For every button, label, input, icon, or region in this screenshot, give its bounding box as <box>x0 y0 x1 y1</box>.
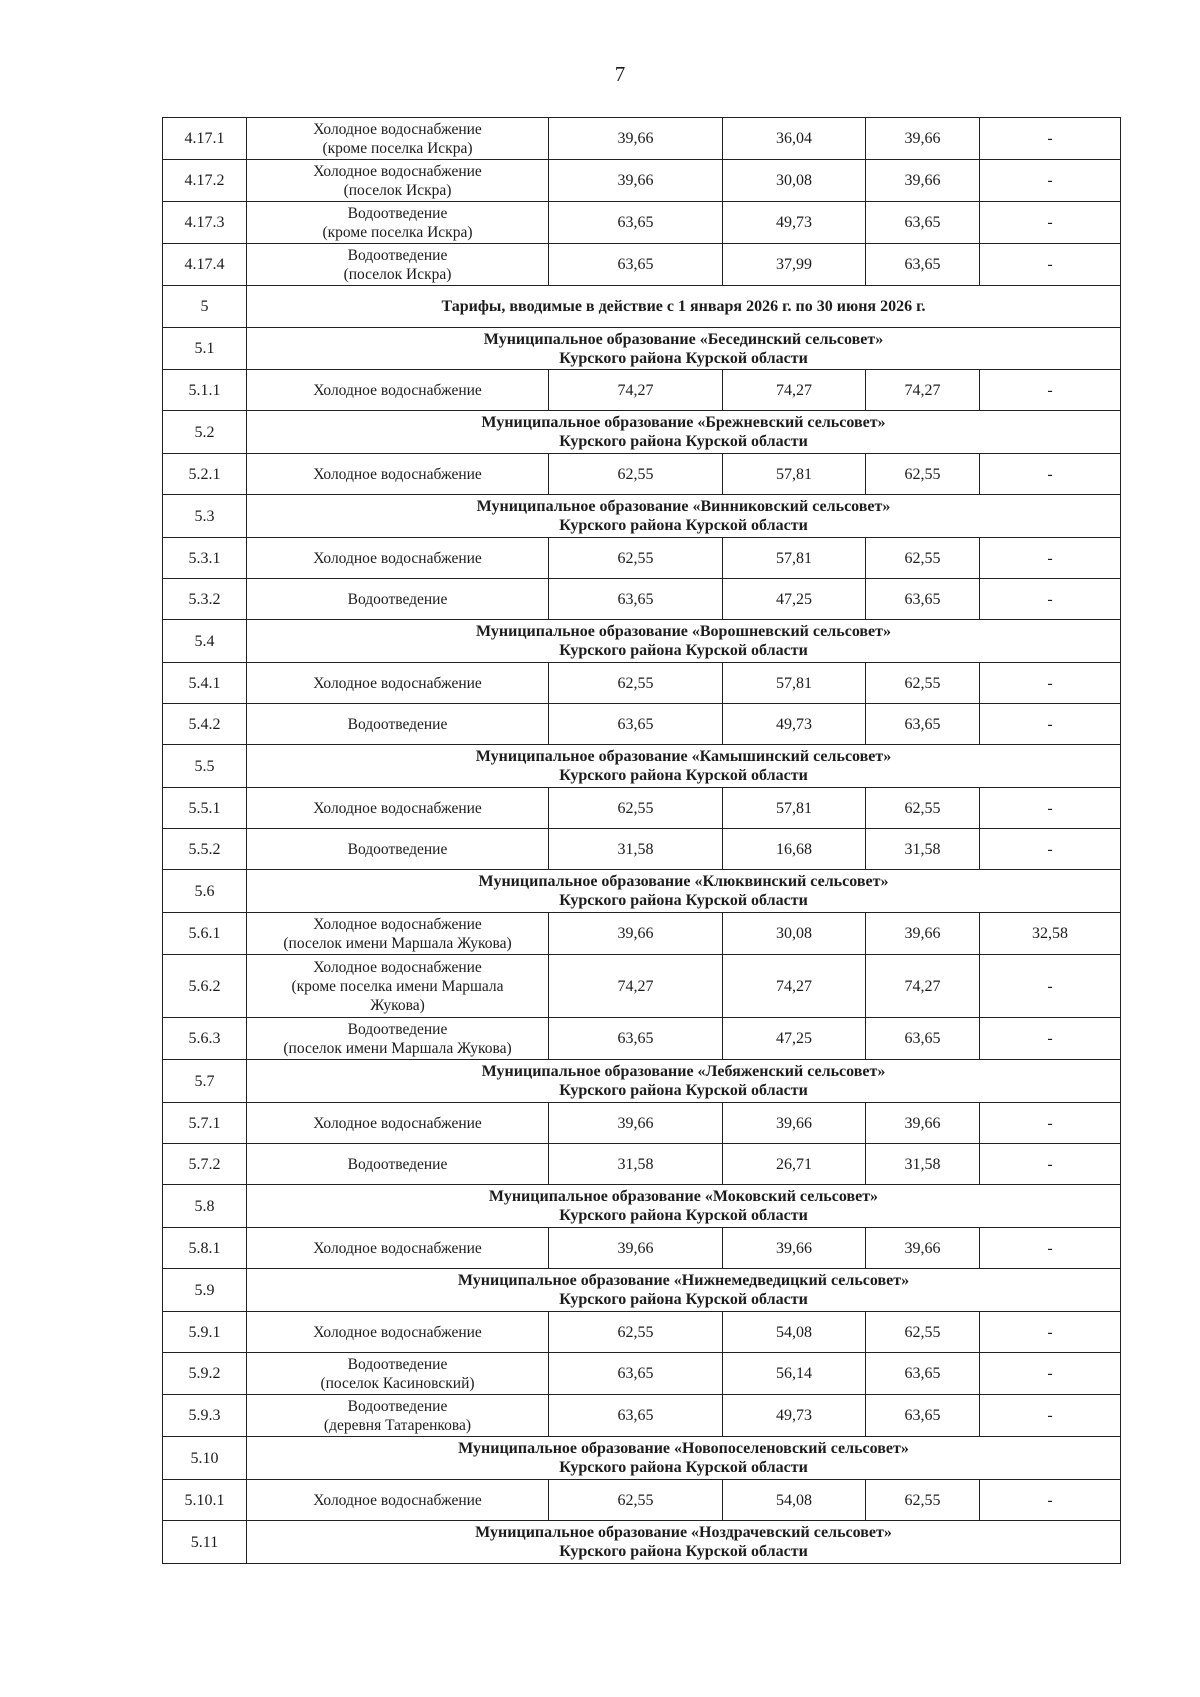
section-heading-line: Курского района Курской области <box>559 1207 808 1224</box>
row-number: 5.7 <box>163 1060 247 1103</box>
tariff-row <box>163 538 1121 579</box>
service-name-line: (деревня Татаренкова) <box>323 1416 472 1434</box>
section-heading-line: Муниципальное образование «Клюквинский сельсовет» <box>478 873 889 890</box>
service-name <box>247 704 549 745</box>
tariff-value-4: 32,58 <box>980 913 1121 955</box>
tariff-value-3: 39,66 <box>866 1103 980 1144</box>
tariff-value-4: - <box>980 538 1121 579</box>
tariff-value-3: 39,66 <box>866 1228 980 1269</box>
tariff-value-1: 63,65 <box>549 1018 723 1060</box>
tariff-value-1: 63,65 <box>549 704 723 745</box>
tariff-value-4: - <box>980 1018 1121 1060</box>
service-name <box>247 454 549 495</box>
tariff-value-2: 49,73 <box>723 202 866 244</box>
tariff-value-2: 47,25 <box>723 579 866 620</box>
tariff-value-4: - <box>980 454 1121 495</box>
tariff-value-4: - <box>980 704 1121 745</box>
row-number: 4.17.1 <box>163 118 247 160</box>
tariff-row <box>163 1103 1121 1144</box>
row-number: 5.10 <box>163 1437 247 1480</box>
tariff-value-1: 39,66 <box>549 118 723 160</box>
tariff-value-4: - <box>980 370 1121 411</box>
tariff-value-3: 63,65 <box>866 579 980 620</box>
tariff-value-1: 63,65 <box>549 1395 723 1437</box>
section-heading-line: Муниципальное образование «Камышинский сельсовет» <box>475 748 892 765</box>
row-number: 5.10.1 <box>163 1480 247 1521</box>
tariff-row <box>163 1353 1121 1395</box>
service-name-line: (поселок имени Маршала Жукова) <box>283 1039 512 1057</box>
service-name-line: (поселок Искра) <box>343 265 452 283</box>
tariff-value-1: 63,65 <box>549 244 723 286</box>
service-name-line: Водоотведение <box>347 590 448 608</box>
tariff-value-3: 62,55 <box>866 454 980 495</box>
section-heading-row <box>163 495 1121 538</box>
tariff-row <box>163 1480 1121 1521</box>
service-name-line: Холодное водоснабжение <box>313 465 482 483</box>
section-heading-line: Муниципальное образование «Моковский сельсовет» <box>488 1188 879 1205</box>
service-name-line: Холодное водоснабжение <box>313 958 482 976</box>
service-name-line: Водоотведение <box>347 204 448 222</box>
tariff-value-1: 62,55 <box>549 538 723 579</box>
row-number: 5.6.1 <box>163 913 247 955</box>
service-name <box>247 955 549 1018</box>
section-heading <box>247 1521 1121 1564</box>
tariff-table-body <box>163 118 1121 1564</box>
tariff-value-4: - <box>980 1144 1121 1185</box>
row-number: 5.2.1 <box>163 454 247 495</box>
service-name-line: Холодное водоснабжение <box>313 915 482 933</box>
tariff-value-4: - <box>980 202 1121 244</box>
service-name <box>247 1353 549 1395</box>
tariff-row <box>163 788 1121 829</box>
service-name-line: Холодное водоснабжение <box>313 1114 482 1132</box>
section-heading-line: Курского района Курской области <box>559 1459 808 1476</box>
service-name <box>247 118 549 160</box>
service-name <box>247 1103 549 1144</box>
tariff-row <box>163 244 1121 286</box>
tariff-row <box>163 1018 1121 1060</box>
service-name <box>247 1395 549 1437</box>
service-name-line: Жукова) <box>370 996 425 1014</box>
tariff-value-1: 63,65 <box>549 579 723 620</box>
section-heading-line: Муниципальное образование «Новопоселеновский сельсовет» <box>458 1440 909 1457</box>
service-name-line: Холодное водоснабжение <box>313 1239 482 1257</box>
service-name-line: Холодное водоснабжение <box>313 1323 482 1341</box>
section-heading-line: Курского района Курской области <box>559 767 808 784</box>
row-number: 5.1 <box>163 328 247 370</box>
section-heading-row <box>163 328 1121 370</box>
service-name-line: (кроме поселка Искра) <box>322 223 473 241</box>
tariff-value-2: 30,08 <box>723 160 866 202</box>
tariff-table <box>162 117 1121 1564</box>
row-number: 5.5.2 <box>163 829 247 870</box>
tariff-row <box>163 663 1121 704</box>
service-name-line: Холодное водоснабжение <box>313 674 482 692</box>
section-heading-line: Муниципальное образование «Лебяженский сельсовет» <box>481 1063 886 1080</box>
service-name-line: Холодное водоснабжение <box>313 381 482 399</box>
tariff-value-2: 74,27 <box>723 370 866 411</box>
tariff-value-4: - <box>980 663 1121 704</box>
service-name <box>247 788 549 829</box>
tariff-value-1: 39,66 <box>549 160 723 202</box>
section-heading-line: Муниципальное образование «Брежневский сельсовет» <box>481 414 886 431</box>
tariff-value-2: 47,25 <box>723 1018 866 1060</box>
section-heading <box>247 328 1121 370</box>
tariff-row <box>163 1312 1121 1353</box>
section-heading-line: Муниципальное образование «Ворошневский сельсовет» <box>475 623 892 640</box>
service-name-line: Холодное водоснабжение <box>313 162 482 180</box>
row-number: 4.17.2 <box>163 160 247 202</box>
section-heading-row <box>163 1437 1121 1480</box>
tariff-value-2: 49,73 <box>723 1395 866 1437</box>
tariff-value-2: 16,68 <box>723 829 866 870</box>
tariff-value-4: - <box>980 1312 1121 1353</box>
service-name <box>247 829 549 870</box>
service-name <box>247 160 549 202</box>
tariff-value-2: 74,27 <box>723 955 866 1018</box>
service-name <box>247 244 549 286</box>
service-name-line: Холодное водоснабжение <box>313 120 482 138</box>
section-heading <box>247 1060 1121 1103</box>
row-number: 5.6.3 <box>163 1018 247 1060</box>
tariff-value-1: 39,66 <box>549 1228 723 1269</box>
tariff-value-2: 30,08 <box>723 913 866 955</box>
section-heading <box>247 1269 1121 1312</box>
service-name <box>247 538 549 579</box>
tariff-value-4: - <box>980 160 1121 202</box>
tariff-value-2: 56,14 <box>723 1353 866 1395</box>
tariff-value-1: 39,66 <box>549 913 723 955</box>
section-heading-row <box>163 620 1121 663</box>
service-name-line: (поселок Искра) <box>343 181 452 199</box>
row-number: 5.9.3 <box>163 1395 247 1437</box>
tariff-value-3: 63,65 <box>866 1353 980 1395</box>
tariff-value-4: - <box>980 118 1121 160</box>
tariff-value-4: - <box>980 829 1121 870</box>
tariff-value-1: 31,58 <box>549 1144 723 1185</box>
page-number: 7 <box>614 62 626 86</box>
row-number: 5.3 <box>163 495 247 538</box>
section-heading <box>247 620 1121 663</box>
section-heading-row <box>163 1521 1121 1564</box>
row-number: 5.4.2 <box>163 704 247 745</box>
tariff-value-3: 62,55 <box>866 538 980 579</box>
tariff-value-3: 63,65 <box>866 202 980 244</box>
tariff-row <box>163 118 1121 160</box>
tariff-value-3: 39,66 <box>866 118 980 160</box>
row-number: 5.5 <box>163 745 247 788</box>
section-heading <box>247 495 1121 538</box>
tariff-value-3: 63,65 <box>866 1395 980 1437</box>
tariff-value-3: 62,55 <box>866 1480 980 1521</box>
tariff-row <box>163 913 1121 955</box>
row-number: 5.8.1 <box>163 1228 247 1269</box>
section-heading-line: Курского района Курской области <box>559 433 808 450</box>
service-name <box>247 663 549 704</box>
section-heading <box>247 1437 1121 1480</box>
service-name-line: (кроме поселка имени Маршала <box>291 977 504 995</box>
tariff-value-3: 62,55 <box>866 788 980 829</box>
section-heading <box>247 745 1121 788</box>
tariff-value-3: 74,27 <box>866 955 980 1018</box>
section-heading-line: Курского района Курской области <box>559 1543 808 1560</box>
tariff-value-1: 63,65 <box>549 1353 723 1395</box>
section-heading-row <box>163 286 1121 328</box>
tariff-value-1: 62,55 <box>549 788 723 829</box>
tariff-value-1: 74,27 <box>549 955 723 1018</box>
section-heading-line: Курского района Курской области <box>559 349 808 367</box>
row-number: 5.5.1 <box>163 788 247 829</box>
section-heading-line: Муниципальное образование «Бесединский сельсовет» <box>483 330 884 348</box>
tariff-value-4: - <box>980 1353 1121 1395</box>
service-name-line: Водоотведение <box>347 840 448 858</box>
tariff-row <box>163 704 1121 745</box>
tariff-value-4: - <box>980 579 1121 620</box>
service-name-line: Холодное водоснабжение <box>313 799 482 817</box>
section-heading-line: Курского района Курской области <box>559 892 808 909</box>
tariff-row <box>163 579 1121 620</box>
section-heading <box>247 870 1121 913</box>
section-heading-row <box>163 1185 1121 1228</box>
row-number: 5.6 <box>163 870 247 913</box>
service-name-line: Водоотведение <box>347 715 448 733</box>
section-heading <box>247 1185 1121 1228</box>
tariff-value-3: 31,58 <box>866 829 980 870</box>
tariff-value-2: 57,81 <box>723 663 866 704</box>
section-heading-line: Курского района Курской области <box>559 1291 808 1308</box>
tariff-value-2: 57,81 <box>723 454 866 495</box>
row-number: 4.17.3 <box>163 202 247 244</box>
service-name-line: (кроме поселка Искра) <box>322 139 473 157</box>
section-heading-row <box>163 411 1121 454</box>
service-name <box>247 1312 549 1353</box>
service-name <box>247 202 549 244</box>
section-heading-line: Курского района Курской области <box>559 517 808 534</box>
service-name-line: Холодное водоснабжение <box>313 1491 482 1509</box>
section-heading <box>247 286 1121 328</box>
tariff-value-2: 49,73 <box>723 704 866 745</box>
tariff-value-4: - <box>980 1103 1121 1144</box>
section-heading-row <box>163 1060 1121 1103</box>
tariff-row <box>163 829 1121 870</box>
section-heading-row <box>163 870 1121 913</box>
section-heading-line: Муниципальное образование «Винниковский сельсовет» <box>476 498 891 515</box>
tariff-value-1: 39,66 <box>549 1103 723 1144</box>
row-number: 5.8 <box>163 1185 247 1228</box>
tariff-value-2: 54,08 <box>723 1312 866 1353</box>
tariff-value-3: 63,65 <box>866 1018 980 1060</box>
tariff-value-1: 63,65 <box>549 202 723 244</box>
service-name <box>247 579 549 620</box>
row-number: 5.6.2 <box>163 955 247 1018</box>
section-heading-line: Курского района Курской области <box>559 642 808 659</box>
row-number: 5.9.1 <box>163 1312 247 1353</box>
section-heading-line: Муниципальное образование «Нижнемедведицкий сельсовет» <box>457 1272 910 1289</box>
service-name <box>247 1228 549 1269</box>
section-heading-line: Курского района Курской области <box>559 1082 808 1099</box>
tariff-value-3: 74,27 <box>866 370 980 411</box>
tariff-value-1: 62,55 <box>549 663 723 704</box>
tariff-value-1: 31,58 <box>549 829 723 870</box>
row-number: 5.7.2 <box>163 1144 247 1185</box>
row-number: 5.2 <box>163 411 247 454</box>
tariff-value-2: 36,04 <box>723 118 866 160</box>
service-name-line: Водоотведение <box>347 1020 448 1038</box>
tariff-value-3: 62,55 <box>866 663 980 704</box>
tariff-value-4: - <box>980 1480 1121 1521</box>
tariff-value-2: 57,81 <box>723 538 866 579</box>
tariff-row <box>163 955 1121 1018</box>
service-name-line: Водоотведение <box>347 1355 448 1373</box>
row-number: 5.11 <box>163 1521 247 1564</box>
service-name-line: Водоотведение <box>347 1397 448 1415</box>
tariff-row <box>163 370 1121 411</box>
tariff-row <box>163 202 1121 244</box>
tariff-value-2: 37,99 <box>723 244 866 286</box>
row-number: 5.4 <box>163 620 247 663</box>
tariff-value-4: - <box>980 1395 1121 1437</box>
tariff-row <box>163 160 1121 202</box>
tariff-value-2: 39,66 <box>723 1228 866 1269</box>
tariff-value-1: 62,55 <box>549 1312 723 1353</box>
service-name-line: Холодное водоснабжение <box>313 549 482 567</box>
row-number: 5 <box>163 286 247 328</box>
tariff-value-2: 54,08 <box>723 1480 866 1521</box>
section-heading-line: Муниципальное образование «Ноздрачевский сельсовет» <box>475 1524 892 1541</box>
row-number: 5.1.1 <box>163 370 247 411</box>
tariff-value-3: 62,55 <box>866 1312 980 1353</box>
service-name-line: Водоотведение <box>347 1155 448 1173</box>
tariff-value-3: 39,66 <box>866 913 980 955</box>
row-number: 5.3.1 <box>163 538 247 579</box>
tariff-row <box>163 1144 1121 1185</box>
tariff-value-4: - <box>980 244 1121 286</box>
service-name <box>247 1018 549 1060</box>
tariff-value-4: - <box>980 788 1121 829</box>
tariff-value-3: 39,66 <box>866 160 980 202</box>
tariff-value-2: 26,71 <box>723 1144 866 1185</box>
row-number: 5.7.1 <box>163 1103 247 1144</box>
service-name <box>247 1144 549 1185</box>
row-number: 5.4.1 <box>163 663 247 704</box>
tariff-row <box>163 1395 1121 1437</box>
row-number: 5.3.2 <box>163 579 247 620</box>
service-name <box>247 913 549 955</box>
service-name-line: (поселок имени Маршала Жукова) <box>283 934 512 952</box>
tariff-value-2: 57,81 <box>723 788 866 829</box>
row-number: 5.9.2 <box>163 1353 247 1395</box>
tariff-value-1: 62,55 <box>549 1480 723 1521</box>
row-number: 4.17.4 <box>163 244 247 286</box>
service-name-line: Водоотведение <box>347 246 448 264</box>
tariff-row <box>163 454 1121 495</box>
tariff-value-3: 63,65 <box>866 704 980 745</box>
tariff-value-3: 31,58 <box>866 1144 980 1185</box>
section-heading-line: Тарифы, вводимые в действие с 1 января 2026 г. по 30 июня 2026 г. <box>441 298 926 315</box>
section-heading-row <box>163 1269 1121 1312</box>
tariff-value-1: 74,27 <box>549 370 723 411</box>
tariff-value-4: - <box>980 1228 1121 1269</box>
row-number: 5.9 <box>163 1269 247 1312</box>
service-name <box>247 370 549 411</box>
tariff-value-2: 39,66 <box>723 1103 866 1144</box>
tariff-value-4: - <box>980 955 1121 1018</box>
tariff-value-3: 63,65 <box>866 244 980 286</box>
service-name <box>247 1480 549 1521</box>
section-heading-row <box>163 745 1121 788</box>
section-heading <box>247 411 1121 454</box>
tariff-value-1: 62,55 <box>549 454 723 495</box>
service-name-line: (поселок Касиновский) <box>320 1374 475 1392</box>
tariff-row <box>163 1228 1121 1269</box>
